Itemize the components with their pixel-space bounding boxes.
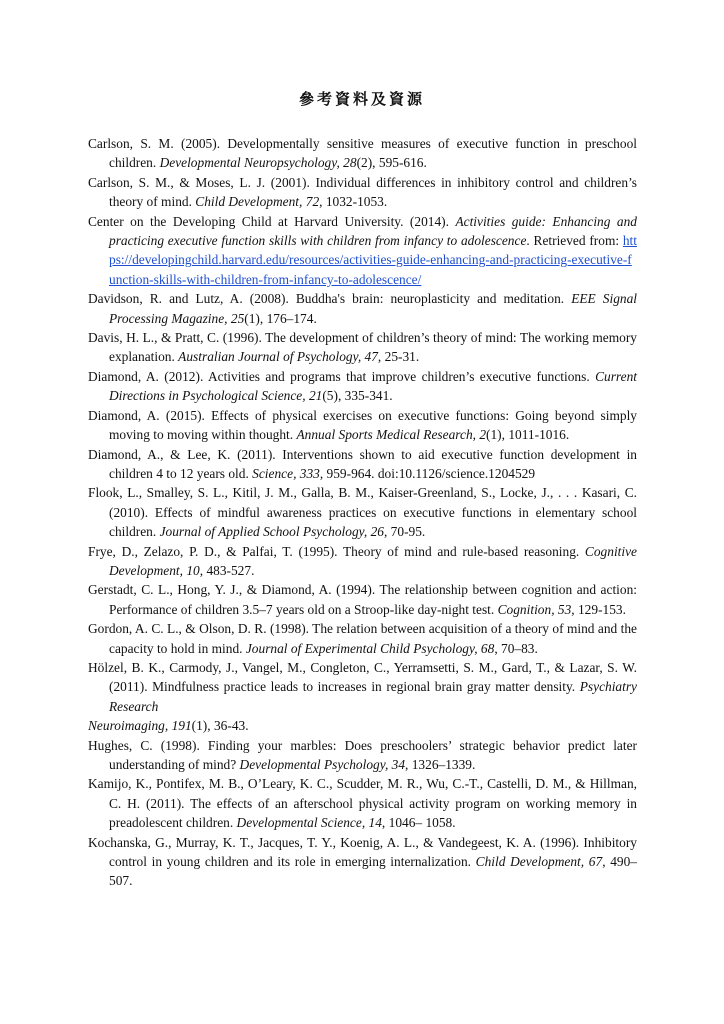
reference-volume: , 25 (224, 310, 245, 326)
reference-entry (88, 483, 637, 541)
reference-text: Davidson, R. and Lutz, A. (2008). Buddha's brain: neuroplasticity and meditation. (88, 291, 572, 307)
reference-text: Flook, L., Smalley, S. L., Kitil, J. M., Galla, B. M., Kaiser-Greenland, S., Locke, J., . . . Kasari, C. (2010). Effects of mindful awareness practices on executive functions in elementary school children. (88, 485, 637, 540)
reference-volume: , 333 (293, 465, 320, 481)
reference-text: Gordon, A. C. L., & Olson, D. R. (1998). The relation between acquisition of a theory of mind and the capacity to hold in mind. (88, 621, 637, 656)
reference-volume: , 72 (299, 194, 320, 210)
reference-pages: , 1032-1053. (319, 194, 388, 210)
reference-journal: Cognition (497, 601, 552, 617)
reference-volume: , 21 (302, 388, 323, 404)
reference-pages: , 70–83. (494, 640, 538, 656)
reference-text: Hughes, C. (1998). Finding your marbles: Does preschoolers’ strategic behavior predict later understanding of mind? (88, 737, 637, 772)
reference-journal: Developmental Psychology (239, 757, 385, 772)
reference-entry (88, 619, 637, 658)
reference-journal: Australian Journal of Psychology (178, 349, 358, 365)
reference-volume: , 28 (336, 155, 357, 171)
reference-entry (88, 580, 637, 619)
reference-entry (88, 542, 637, 581)
reference-journal: Neuroimaging (88, 718, 165, 734)
reference-text: Carlson, S. M. (2005). Developmentally sensitive measures of executive function in preschool children. (88, 136, 637, 171)
reference-text: Hölzel, B. K., Carmody, J., Vangel, M., Congleton, C., Yerramsetti, S. M., Gard, T., & Lazar, S. W. (2011). Mindfulness practice leads to increases in regional brain gray matter density. (88, 659, 637, 695)
reference-pages: , 959-964. doi:10.1126/science.1204529 (319, 465, 536, 481)
reference-text: Davis, H. L., & Pratt, C. (1996). The development of children’s theory of mind: The working memory explanation. (88, 330, 637, 365)
reference-list (88, 134, 637, 891)
reference-pages: , 490–507. (109, 854, 637, 889)
reference-entry (88, 328, 637, 367)
reference-entry (88, 774, 637, 832)
reference-pages: , 129-153. (571, 601, 626, 617)
reference-journal: Developmental Science (236, 815, 362, 831)
reference-volume: , 10 (179, 562, 200, 578)
reference-journal: Journal of Experimental Child Psychology (245, 640, 475, 656)
reference-text: Diamond, A. (2012). Activities and programs that improve children’s executive functions. (88, 368, 596, 384)
reference-journal: Activities guide: Enhancing and practicing executive function skills with children from infancy to adolescence (109, 213, 637, 249)
reference-volume: , 2 (472, 427, 487, 443)
reference-text: Kamijo, K., Pontifex, M. B., O’Leary, K. C., Scudder, M. R., Wu, C.-T., Castelli, D. M., & Hillman, C. H. (2011). The effects of an afterschool physical activity program on working memory in preadolescent children. (88, 776, 637, 831)
reference-journal: Science (252, 465, 294, 481)
reference-entry-continuation (88, 716, 637, 735)
reference-volume: , 53 (551, 601, 572, 617)
reference-entry (88, 289, 637, 328)
reference-pages: (1), 36-43. (191, 718, 249, 734)
reference-text: Diamond, A., & Lee, K. (2011). Interventions shown to aid executive function development in children 4 to 12 years old. (88, 446, 637, 481)
reference-volume: , 191 (164, 718, 192, 734)
reference-text: Kochanska, G., Murray, K. T., Jacques, T. Y., Koenig, A. L., & Vandegeest, K. A. (1996). Inhibitory control in young children and its role in emerging internalization. (88, 834, 637, 870)
reference-text: Gerstadt, C. L., Hong, Y. J., & Diamond, A. (1994). The relationship between cognition and action: Performance of children 3.5–7 years old on a Stroop-like day-night test. (88, 582, 637, 617)
reference-journal: Psychiatry Research (109, 679, 637, 714)
reference-volume: , 68 (474, 640, 495, 656)
reference-journal: Journal of Applied School Psychology (159, 524, 364, 540)
reference-pages: , 483-527. (199, 562, 255, 578)
reference-entry (88, 406, 637, 445)
reference-journal: Child Development (195, 194, 300, 210)
reference-pages: (1), 176–174. (244, 310, 317, 326)
reference-pages: , 1046– 1058. (381, 815, 456, 831)
reference-journal: Developmental Neuropsychology (159, 155, 337, 171)
reference-pages: (5), 335-341. (322, 388, 393, 404)
reference-journal: Current Directions in Psychological Science (109, 368, 637, 404)
reference-journal: EEE Signal Processing Magazine (109, 291, 638, 326)
reference-text: Diamond, A. (2015). Effects of physical exercises on executive functions: Going beyond simply moving to moving within thought. (88, 407, 637, 443)
reference-text: Carlson, S. M., & Moses, L. J. (2001). Individual differences in inhibitory control and children’s theory of mind. (88, 174, 637, 210)
reference-text: Frye, D., Zelazo, P. D., & Palfai, T. (1995). Theory of mind and rule-based reasoning. (88, 543, 585, 559)
reference-entry (88, 134, 637, 173)
reference-volume: , 14 (361, 815, 382, 831)
page-title: 參考資料及資源 (298, 90, 425, 108)
reference-pages: , 70-95. (383, 524, 426, 540)
reference-volume: , 47 (357, 349, 378, 365)
reference-volume: , 34 (384, 757, 406, 772)
reference-journal: Cognitive Development (109, 543, 637, 578)
reference-pages: . Retrieved from: (526, 233, 623, 249)
reference-pages: (1), 1011-1016. (486, 427, 570, 443)
reference-entry (88, 212, 637, 290)
reference-pages: , 1326–1339. (405, 757, 476, 772)
reference-volume: , 26 (363, 524, 384, 540)
reference-pages: , 25-31. (377, 349, 420, 365)
reference-pages: (2), 595-616. (356, 155, 427, 171)
reference-entry (88, 445, 637, 484)
reference-journal: Annual Sports Medical Research (296, 427, 473, 443)
reference-volume: , 67 (580, 854, 603, 870)
reference-entry (88, 173, 637, 212)
reference-link[interactable]: https://developingchild.harvard.edu/resources/activities-guide-enhancing-and-practicing-executive-function-skills-with-children-from-infancy-to-adolescence/ (109, 233, 637, 287)
reference-text: Center on the Developing Child at Harvard University. (2014). (88, 213, 456, 229)
reference-entry (88, 367, 637, 406)
reference-entry (88, 736, 637, 775)
reference-journal: Child Development (475, 854, 581, 870)
reference-entry (88, 658, 637, 716)
reference-entry (88, 833, 637, 891)
